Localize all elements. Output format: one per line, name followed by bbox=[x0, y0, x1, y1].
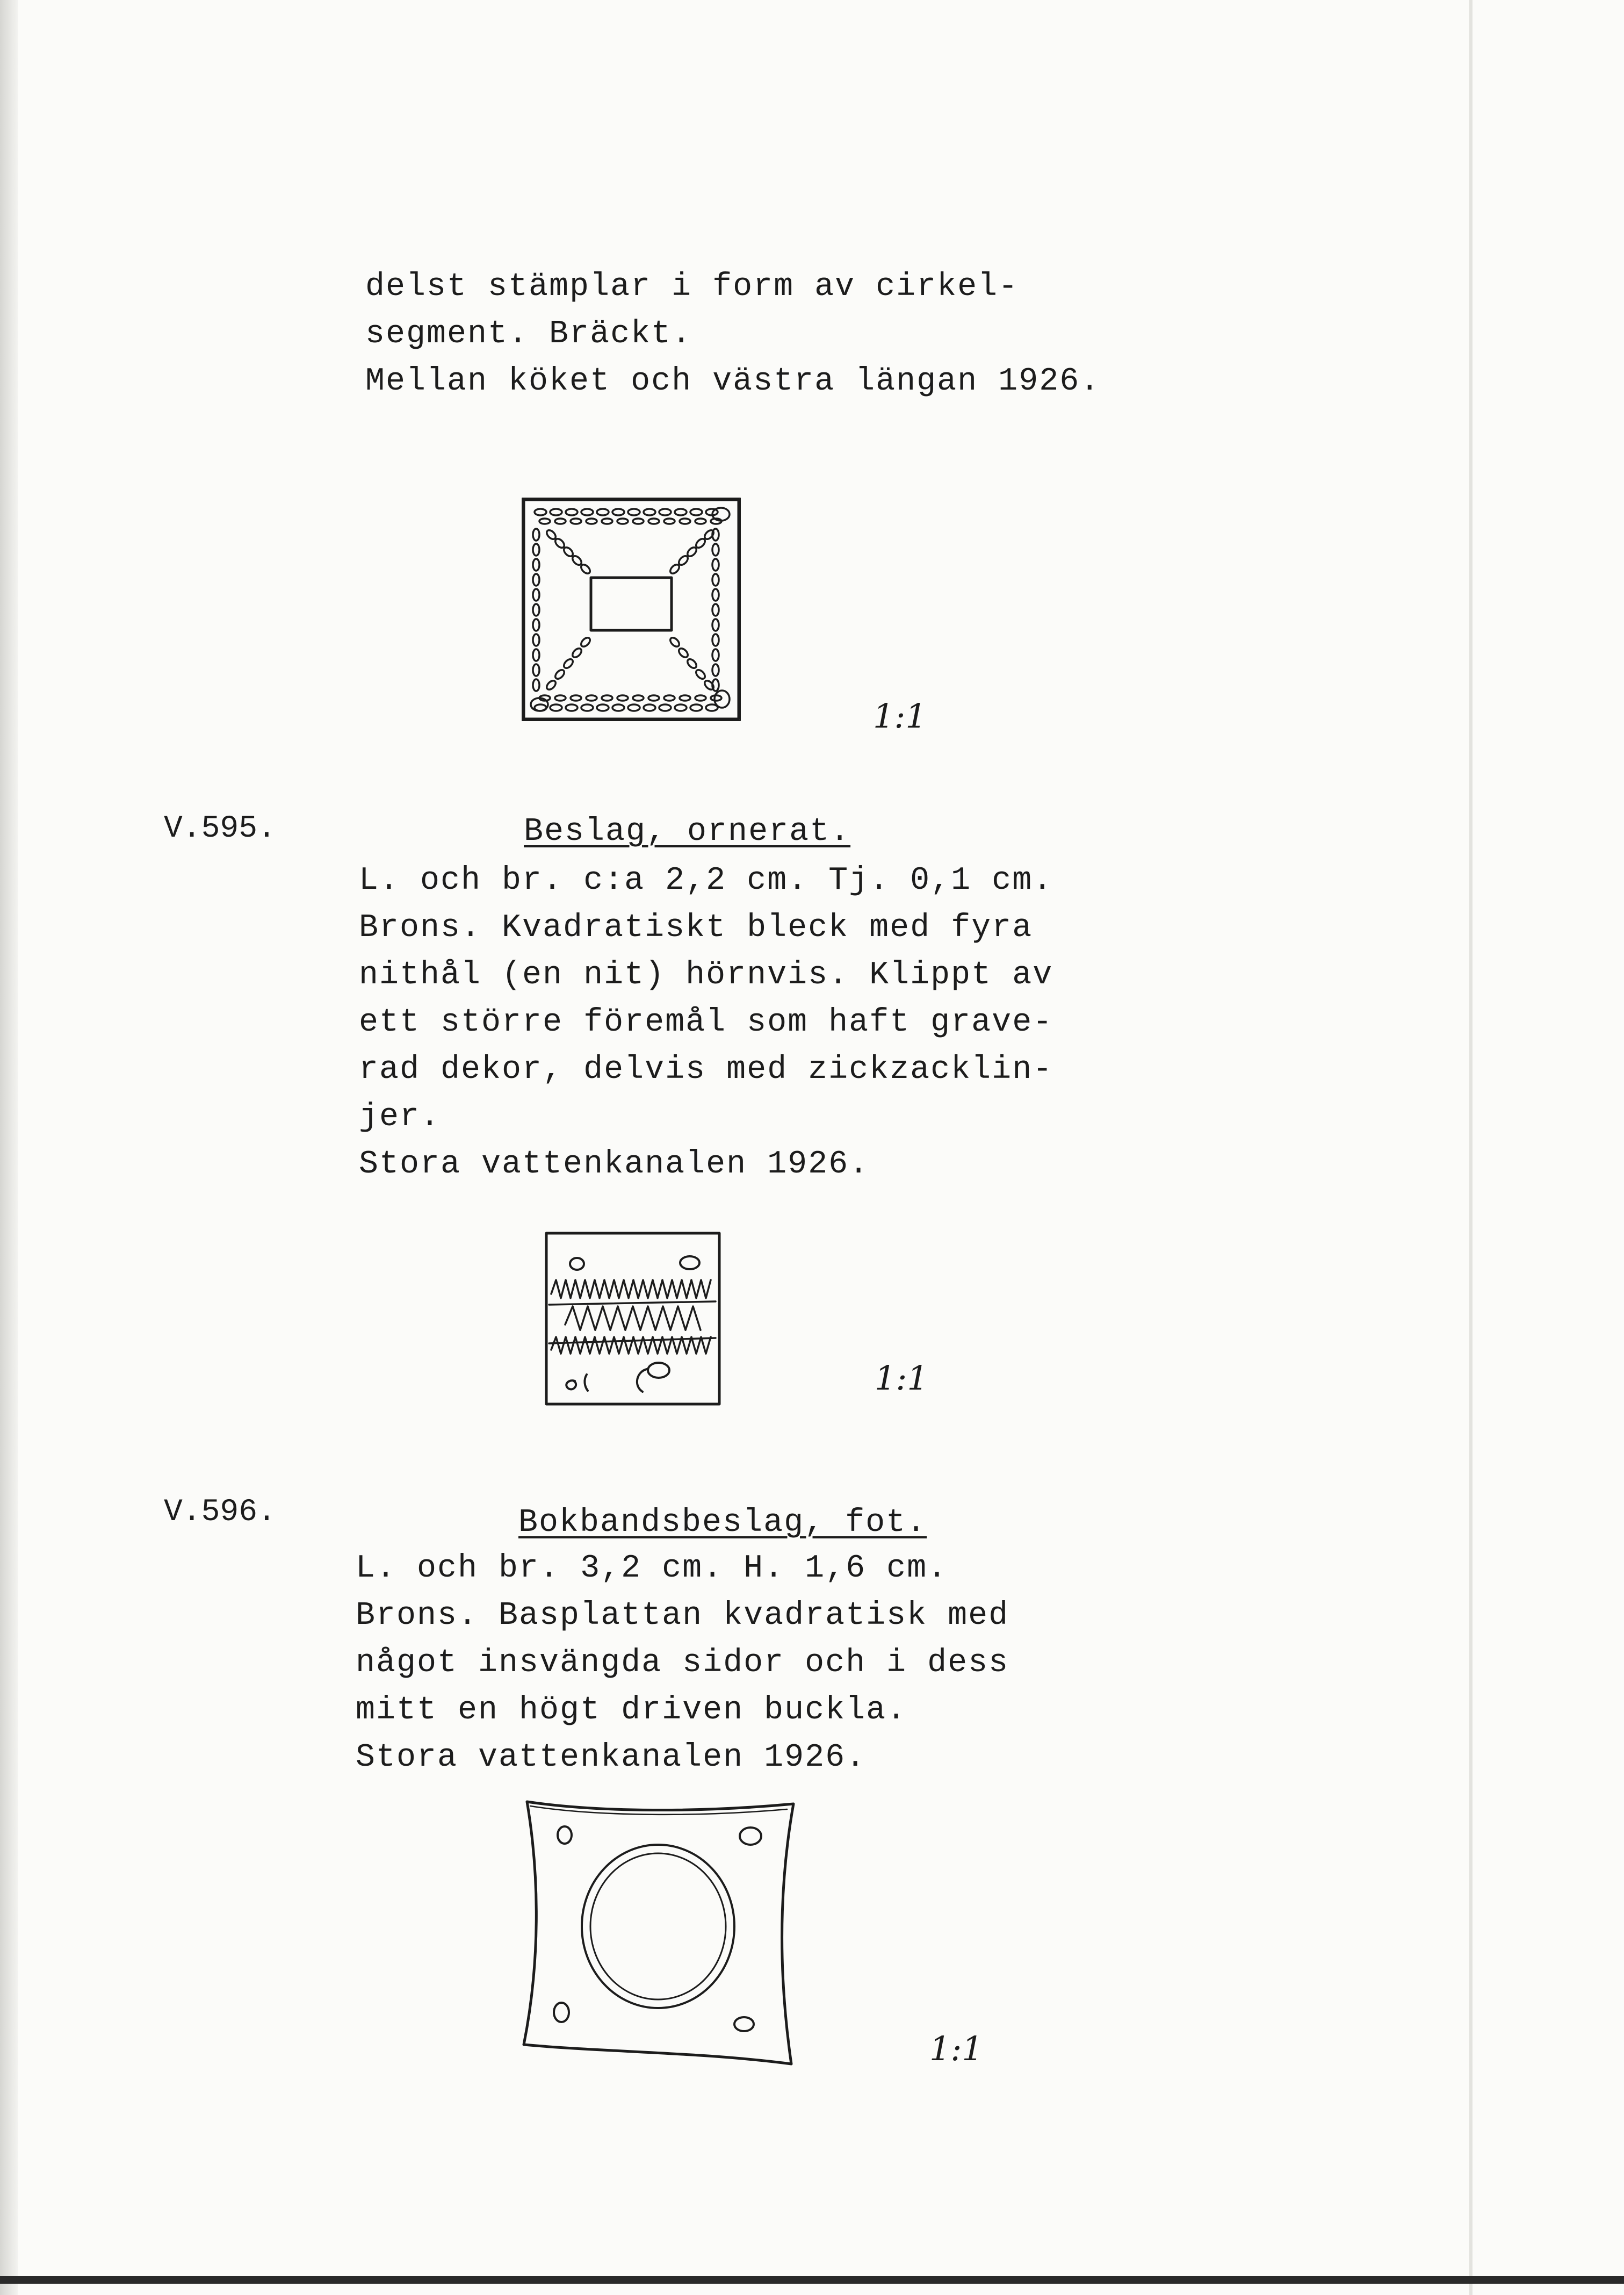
entry-title: Beslag, ornerat. bbox=[524, 814, 851, 850]
scale-label: 1:1 bbox=[875, 1358, 928, 1398]
text-line: Brons. Kvadratiskt bleck med fyra bbox=[359, 910, 1033, 946]
text-line: jer. bbox=[359, 1099, 441, 1135]
text-line: L. och br. 3,2 cm. H. 1,6 cm. bbox=[356, 1550, 948, 1587]
intro-text bbox=[365, 263, 1100, 405]
text-line: rad dekor, delvis med zickzacklin- bbox=[359, 1052, 1053, 1088]
text-line: mitt en högt driven buckla. bbox=[356, 1692, 907, 1729]
entry-description bbox=[356, 1545, 1009, 1781]
text-line: Stora vattenkanalen 1926. bbox=[359, 1146, 870, 1183]
catalogue-number: V.595. bbox=[164, 811, 276, 846]
catalogue-number: V.596. bbox=[164, 1495, 276, 1530]
scan-edge-right bbox=[1469, 0, 1473, 2295]
text-line: nithål (en nit) hörnvis. Klippt av bbox=[359, 957, 1053, 994]
entry-description bbox=[359, 857, 1053, 1188]
scan-edge-left bbox=[0, 0, 18, 2295]
text-line: ett större föremål som haft grave- bbox=[359, 1004, 1053, 1041]
scan-edge-bottom bbox=[0, 2276, 1624, 2284]
text-line: något insvängda sidor och i dess bbox=[356, 1645, 1009, 1681]
scale-label: 1:1 bbox=[929, 2029, 983, 2068]
text-line: Mellan köket och västra längan 1926. bbox=[365, 363, 1101, 400]
text-line: Stora vattenkanalen 1926. bbox=[356, 1739, 867, 1776]
text-line: segment. Bräckt. bbox=[365, 316, 692, 352]
text-line: L. och br. c:a 2,2 cm. Tj. 0,1 cm. bbox=[359, 862, 1053, 899]
text-line: delst stämplar i form av cirkel- bbox=[365, 269, 1019, 305]
text-line: Brons. Basplattan kvadratisk med bbox=[356, 1598, 1009, 1634]
entry-title: Bokbandsbeslag, fot. bbox=[518, 1505, 927, 1541]
bookbinding-mount-drawing bbox=[518, 1797, 798, 2071]
ornamented-fitting-drawing bbox=[544, 1231, 724, 1408]
stamped-plate-drawing bbox=[521, 497, 741, 723]
scale-label: 1:1 bbox=[873, 696, 927, 736]
